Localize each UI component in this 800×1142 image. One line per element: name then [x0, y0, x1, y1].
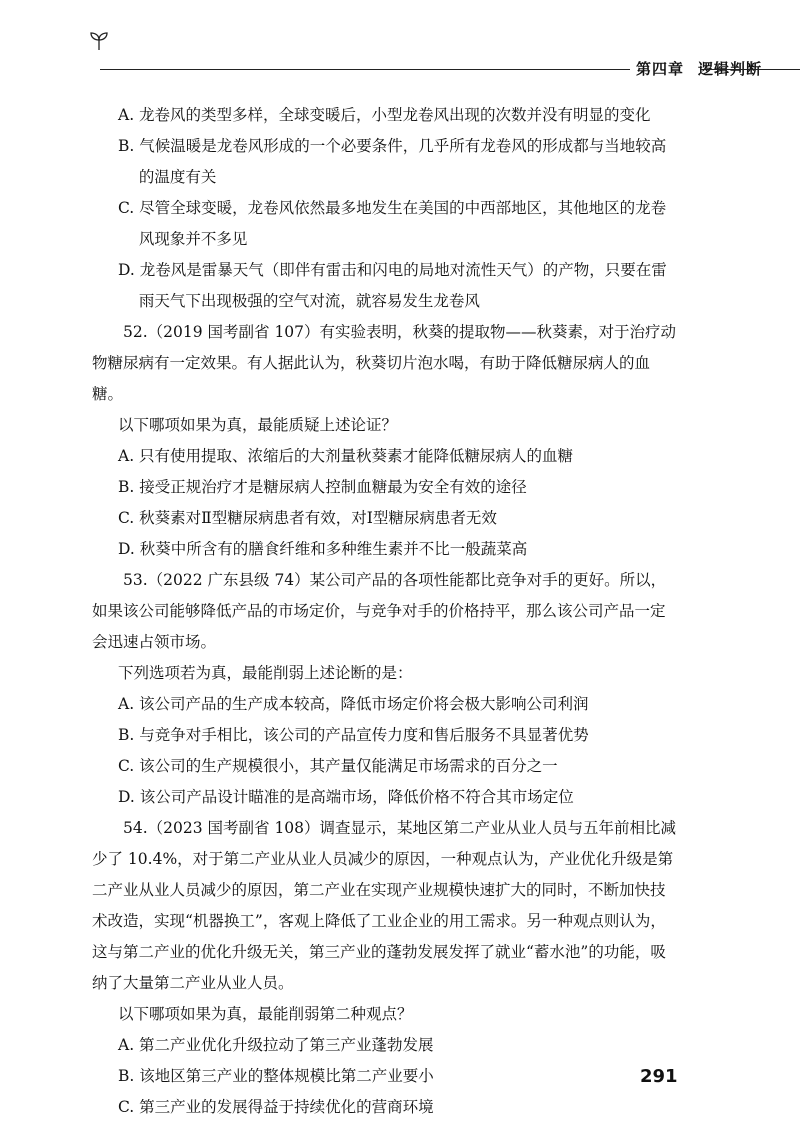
question-option: B. 接受正规治疗才是糖尿病人控制血糖最为安全有效的途径 [118, 478, 527, 496]
intro-options [118, 100, 678, 317]
question-option: B. 与竞争对手相比，该公司的产品宣传力度和售后服务不具显著优势 [118, 726, 589, 744]
question-option: A. 该公司产品的生产成本较高，降低市场定价将会极大影响公司利润 [118, 695, 589, 713]
intro-option-b: B. 气候温暖是龙卷风形成的一个必要条件，几乎所有龙卷风的形成都与当地较高的温度有关 [118, 137, 667, 186]
question-prompt: 以下哪项如果为真，最能质疑上述论证？ [118, 416, 398, 434]
page-content [92, 100, 678, 1123]
question-stem: 52.（2019 国考副省 107）有实验表明，秋葵的提取物——秋葵素，对于治疗动物糖尿病有一定效果。有人据此认为，秋葵切片泡水喝，有助于降低糖尿病人的血糖。 [92, 323, 677, 403]
question-option: C. 该公司的生产规模很小，其产量仅能满足市场需求的百分之一 [118, 757, 558, 775]
question-option: A. 第二产业优化升级拉动了第三产业蓬勃发展 [118, 1036, 434, 1054]
question-option: B. 该地区第三产业的整体规模比第二产业要小 [118, 1067, 434, 1085]
header-rule-right [700, 69, 800, 70]
leaf-sprout-icon [88, 30, 110, 52]
chapter-section: 逻辑判断 [698, 60, 763, 78]
question-option: A. 只有使用提取、浓缩后的大剂量秋葵素才能降低糖尿病人的血糖 [118, 447, 574, 465]
page-number: 291 [640, 1066, 678, 1087]
intro-option-d: D. 龙卷风是雷暴天气（即伴有雷击和闪电的局地对流性天气）的产物，只要在雷雨天气下出现极强的空气对流，就容易发生龙卷风 [118, 261, 667, 310]
question-prompt: 下列选项若为真，最能削弱上述论断的是： [118, 664, 413, 682]
question-option: C. 秋葵素对Ⅱ型糖尿病患者有效，对Ⅰ型糖尿病患者无效 [118, 509, 497, 527]
question-option: D. 该公司产品设计瞄准的是高端市场，降低价格不符合其市场定位 [118, 788, 574, 806]
question-option: C. 第三产业的发展得益于持续优化的营商环境 [118, 1098, 434, 1116]
intro-option-a: A. 龙卷风的类型多样，全球变暖后，小型龙卷风出现的次数并没有明显的变化 [118, 106, 651, 124]
page-header [88, 30, 800, 80]
intro-option-c: C. 尽管全球变暖，龙卷风依然最多地发生在美国的中西部地区，其他地区的龙卷风现象并不多见 [118, 199, 667, 248]
question-stem: 53.（2022 广东县级 74）某公司产品的各项性能都比竞争对手的更好。所以，如果该公司能够降低产品的市场定价，与竞争对手的价格持平，那么该公司产品一定会迅速占领市场。 [92, 571, 667, 651]
question-stem: 54.（2023 国考副省 108）调查显示，某地区第二产业从业人员与五年前相比减少了 10.4%，对于第二产业从业人员减少的原因，一种观点认为，产业优化升级是第二产业从业人员减少的原因，第二产业在实现产业规模快速扩大的同时，不断加快技术改造，实现“机器换工”，客观上降低了工业企业的用工需求。另一种观点则认为，这与第二产业的优化升级无关，第三产业的蓬勃发展发挥了就业“蓄水池”的功能，吸纳了大量第二产业从业人员。 [92, 819, 677, 992]
chapter-number: 第四章 [636, 60, 685, 78]
question-54 [92, 813, 678, 1123]
question-52 [92, 317, 678, 565]
header-rule-left [100, 69, 630, 70]
question-option: D. 秋葵中所含有的膳食纤维和多种维生素并不比一般蔬菜高 [118, 540, 528, 558]
question-53 [92, 565, 678, 813]
question-prompt: 以下哪项如果为真，最能削弱第二种观点？ [118, 1005, 413, 1023]
